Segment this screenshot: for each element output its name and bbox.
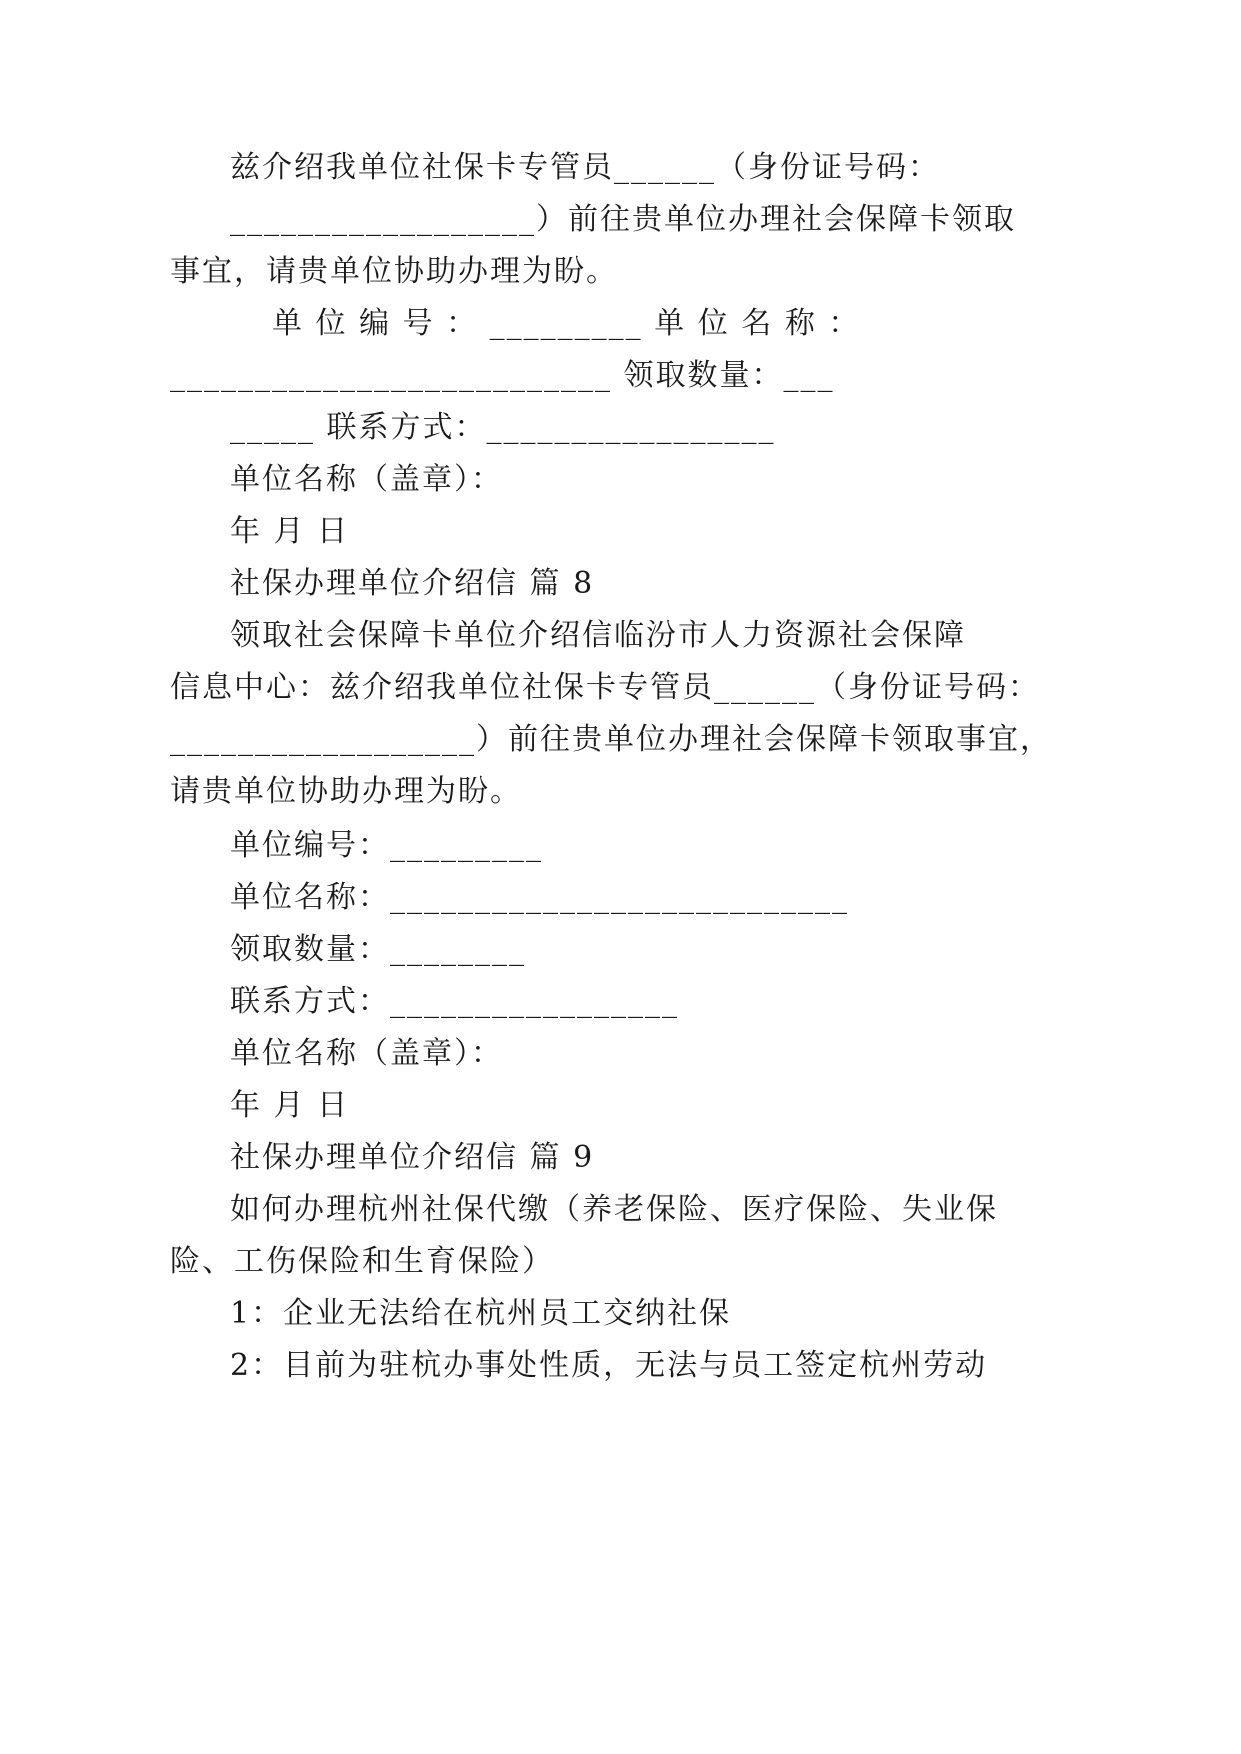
date-line: 年 月 日: [230, 514, 350, 549]
form-field-line: __________________________ 领取数量：___: [170, 358, 835, 393]
form-field-line: 联系方式：_________________: [230, 984, 679, 1019]
form-field-line: 单位编号：_________: [230, 828, 543, 863]
form-field-line: 单 位 编 号 ： _________ 单 位 名 称 ：: [272, 306, 861, 341]
paragraph-line: 事宜，请贵单位协助办理为盼。: [170, 254, 618, 289]
date-line: 年 月 日: [230, 1088, 350, 1123]
paragraph-line: __________________）前往贵单位办理社会保障卡领取事宜，: [170, 722, 1052, 757]
paragraph-line: 领取社会保障卡单位介绍信临汾市人力资源社会保障: [230, 618, 966, 653]
section-heading: 社保办理单位介绍信 篇 8: [230, 566, 595, 601]
form-field-line: 领取数量：________: [230, 932, 526, 967]
paragraph-line: 请贵单位协助办理为盼。: [170, 774, 522, 809]
seal-line: 单位名称（盖章）：: [230, 462, 503, 497]
paragraph-line: 信息中心：兹介绍我单位社保卡专管员______（身份证号码：: [170, 670, 1040, 705]
paragraph-line: __________________）前往贵单位办理社会保障卡领取: [230, 202, 1016, 237]
form-field-line: 单位名称：___________________________: [230, 880, 849, 915]
paragraph-line: 险、工伤保险和生育保险）: [170, 1244, 554, 1279]
paragraph-line: 如何办理杭州社保代缴（养老保险、医疗保险、失业保: [230, 1192, 998, 1227]
paragraph-line: 兹介绍我单位社保卡专管员______（身份证号码：: [230, 150, 940, 185]
seal-line: 单位名称（盖章）：: [230, 1036, 503, 1071]
form-field-line: _____ 联系方式：_________________: [230, 410, 776, 445]
list-item: 2：目前为驻杭办事处性质，无法与员工签定杭州劳动: [230, 1348, 988, 1383]
list-item: 1：企业无法给在杭州员工交纳社保: [230, 1296, 732, 1331]
section-heading: 社保办理单位介绍信 篇 9: [230, 1140, 595, 1175]
